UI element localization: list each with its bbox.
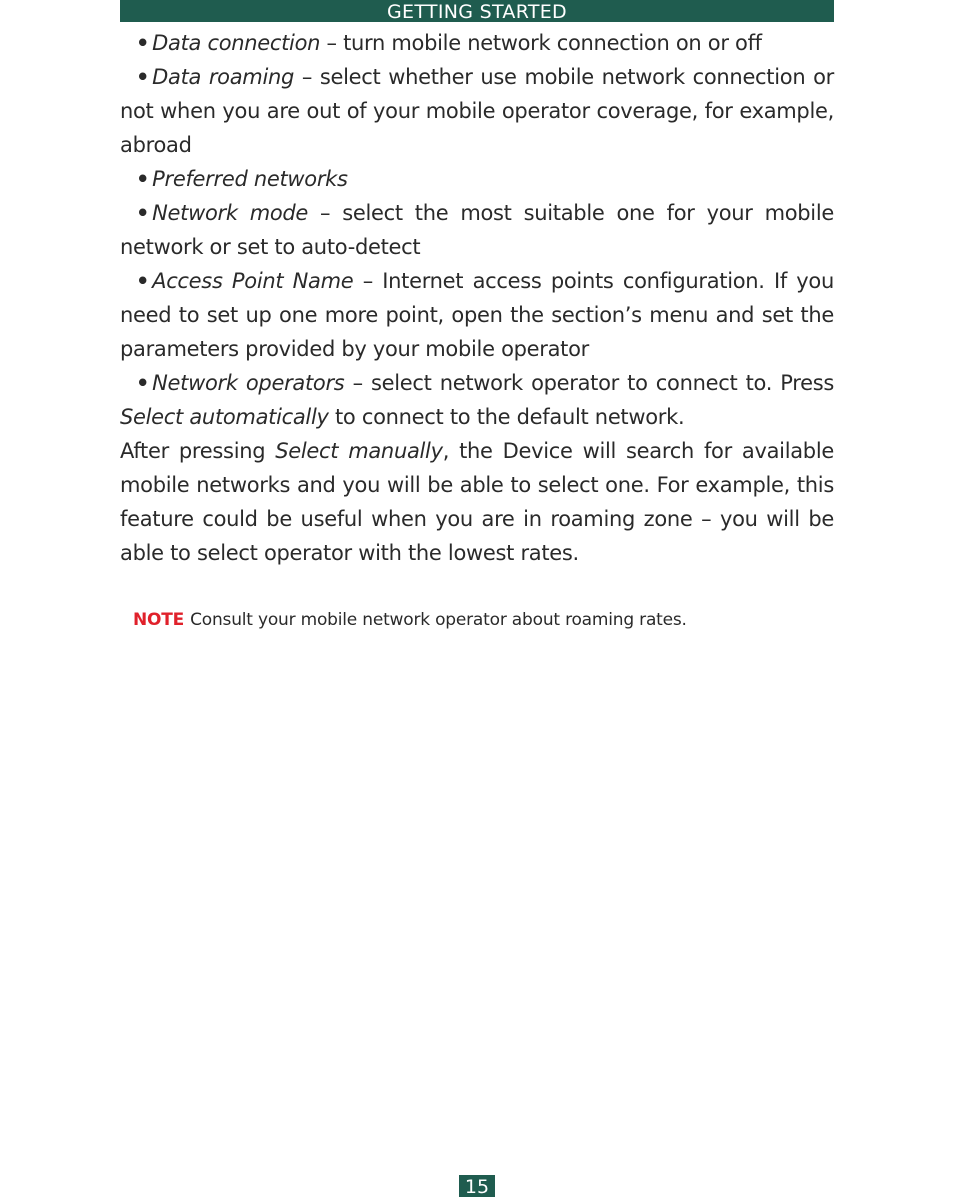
desc-network-operators: – select network operator to connect to. Press [344, 371, 835, 395]
note-text: Consult your mobile network operator about roaming rates. [190, 610, 687, 630]
bullet: • [136, 65, 150, 89]
term-data-roaming: Data roaming [152, 65, 295, 89]
term-data-connection: Data connection [152, 31, 321, 55]
desc-access-point-name: – Internet access points configuration. If you need to set up one more point, open the section’s menu and set the parameters provided by your mobile operator [120, 269, 834, 361]
term-select-manually: Select manually [275, 439, 443, 463]
term-preferred-networks: Preferred networks [152, 167, 348, 191]
manual-desc: , the Device will search for available mobile networks and you will be able to select one. For example, this feature could be useful when you are in roaming zone – you will be able to select operator with the lowest rates. [120, 439, 834, 565]
manual-selection-paragraph [120, 434, 834, 570]
section-header [120, 0, 834, 22]
settings-description [120, 26, 834, 570]
list-item-data-roaming [120, 60, 834, 162]
bullet: • [136, 31, 150, 55]
desc-select-automatically: to connect to the default network. [328, 405, 685, 429]
list-item-network-mode [120, 196, 834, 264]
list-item-preferred-networks [120, 162, 834, 196]
desc-network-mode: – select the most suitable one for your mobile network or set to auto-detect [120, 201, 835, 259]
page-number [459, 1175, 495, 1197]
list-item-access-point-name [120, 264, 834, 366]
bullet: • [136, 371, 150, 395]
term-network-mode: Network mode [152, 201, 309, 225]
note-label: NOTE [133, 610, 185, 630]
page-number-label: 15 [464, 1176, 490, 1198]
term-network-operators: Network operators [152, 371, 345, 395]
term-access-point-name: Access Point Name [152, 269, 354, 293]
desc-data-roaming: – select whether use mobile network connection or not when you are out of your mobile operator coverage, for example, abroad [120, 65, 835, 157]
list-item-data-connection [120, 26, 834, 60]
bullet: • [136, 269, 150, 293]
manual-prefix: After pressing [120, 439, 276, 463]
bullet: • [136, 201, 150, 225]
desc-data-connection: – turn mobile network connection on or off [320, 31, 762, 55]
term-select-automatically: Select automatically [120, 405, 329, 429]
section-title: GETTING STARTED [387, 1, 567, 23]
roaming-note [133, 606, 687, 634]
list-item-network-operators [120, 366, 834, 434]
bullet: • [136, 167, 150, 191]
